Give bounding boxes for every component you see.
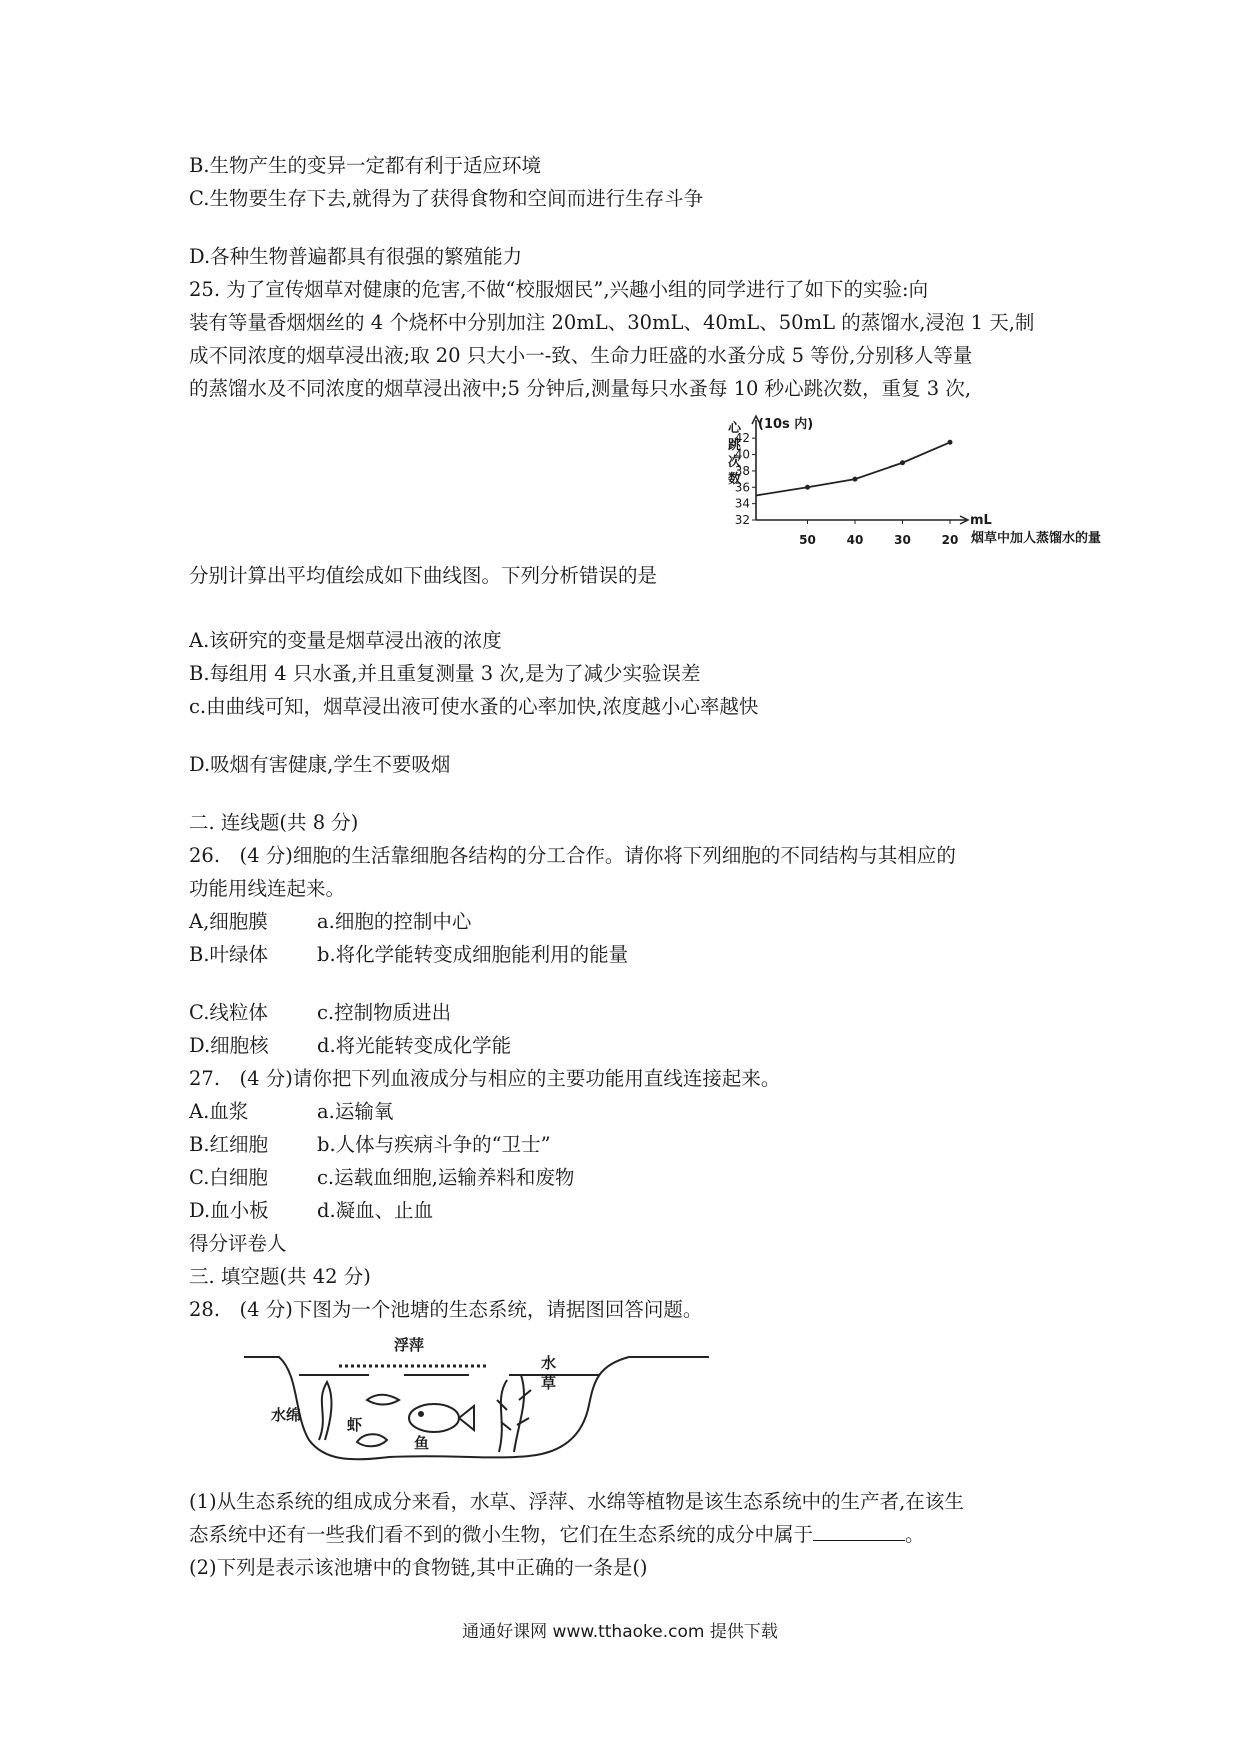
q24-option-d: D.各种生物普遍都具有很强的繁殖能力: [189, 245, 523, 268]
grass-icon: [497, 1375, 531, 1452]
label-fish: 鱼: [414, 1434, 430, 1452]
q27-pair: B.红细胞 b.人体与疾病斗争的“卫士”: [189, 1133, 551, 1156]
shrimp-icon: [357, 1434, 387, 1446]
chart-data-point: [948, 440, 953, 445]
footer: 通通好课网 www.tthaoke.com 提供下载: [462, 1622, 778, 1642]
q25-stem-line-4: 的蒸馏水及不同浓度的烟草浸出液中;5 分钟后,测量每只水蚤每 10 秒心跳次数，重复 3 次,: [189, 377, 972, 400]
q27-pair: A.血浆 a.运输氧: [189, 1100, 394, 1123]
q27-pair: C.白细胞 c.运载血细胞,运输养料和废物: [189, 1166, 575, 1189]
chart-y-tick-label: 40: [734, 447, 750, 462]
section3-heading: 三. 填空题(共 42 分): [189, 1265, 371, 1288]
fish-icon: [409, 1404, 459, 1432]
label-grass-1: 水: [541, 1354, 557, 1372]
q26-pair: B.叶绿体 b.将化学能转变成细胞能利用的能量: [189, 943, 629, 966]
q25-option-b: B.每组用 4 只水蚤,并且重复测量 3 次,是为了减少实验误差: [189, 662, 701, 685]
chart-xlabel: 烟草中加人蒸馏水的量: [971, 531, 1102, 546]
q27-pair: D.血小板 d.凝血、止血: [189, 1199, 434, 1222]
chart-series-line: [756, 442, 950, 495]
q25-stem-line-3: 成不同浓度的烟草浸出液;取 20 只大小一-致、生命力旺盛的水蚤分成 5 等份,分别移人等量: [189, 344, 973, 367]
chart-x-tick-label: 20: [941, 533, 959, 547]
q26-pair: A,细胞膜 a.细胞的控制中心: [189, 910, 472, 933]
label-shrimp: 虾: [347, 1416, 363, 1434]
q28-part2: (2)下列是表示该池塘中的食物链,其中正确的一条是(): [189, 1556, 648, 1579]
chart-title: (10s 内): [758, 417, 814, 432]
chart-x-tick-label: 50: [799, 533, 816, 547]
chart-y-tick-label: 38: [734, 463, 750, 478]
q26-pair: D.细胞核 d.将光能转变成化学能: [189, 1034, 512, 1057]
answer-blank[interactable]: [813, 1524, 905, 1541]
score-label: 得分评卷人: [189, 1232, 287, 1255]
q25-option-d: D.吸烟有害健康,学生不要吸烟: [189, 753, 451, 776]
chart-ylabel-char: 跳: [728, 438, 742, 453]
q26-pair: C.线粒体 c.控制物质进出: [189, 1001, 452, 1024]
q27-stem: 27. (4 分)请你把下列血液成分与相应的主要功能用直线连接起来。: [189, 1067, 781, 1090]
chart-x-tick-label: 30: [894, 533, 911, 547]
chart-data-point: [853, 477, 858, 482]
algae-icon: [319, 1382, 331, 1440]
q25-option-c: c.由曲线可知，烟草浸出液可使水蚤的心率加快,浓度越小心率越快: [189, 695, 759, 718]
heart-rate-chart: [716, 410, 1102, 580]
label-grass-2: 草: [541, 1374, 557, 1392]
chart-x-tick-label: 40: [846, 533, 864, 547]
q26-stem-line-2: 功能用线连起来。: [189, 877, 346, 900]
pond-outline: [244, 1357, 709, 1459]
q28-part1-line2: 态系统中还有一些我们看不到的微小生物，它们在生态系统的成分中属于 。: [189, 1523, 925, 1546]
q26-stem-line-1: 26. (4 分)细胞的生活靠细胞各结构的分工合作。请你将下列细胞的不同结构与其相应的: [189, 844, 956, 867]
q25-option-a: A.该研究的变量是烟草浸出液的浓度: [189, 629, 502, 652]
q25-stem-last: 分别计算出平均值绘成如下曲线图。下列分析错误的是: [189, 564, 658, 587]
q24-option-b: B.生物产生的变异一定都有利于适应环境: [189, 154, 542, 177]
chart-y-tick-label: 42: [734, 431, 750, 446]
q28-stem: 28. (4 分)下图为一个池塘的生态系统，请据图回答问题。: [189, 1298, 703, 1321]
chart-data-point: [900, 460, 905, 465]
chart-ylabel-char: 次: [728, 455, 742, 470]
chart-ylabel-char: 心: [728, 421, 742, 436]
pond-ecosystem-figure: [189, 1330, 719, 1480]
small-fish-icon: [367, 1395, 399, 1405]
chart-x-unit: mL: [970, 513, 992, 528]
chart-y-tick-label: 36: [734, 480, 750, 495]
q24-option-c: C.生物要生存下去,就得为了获得食物和空间而进行生存斗争: [189, 187, 704, 210]
label-algae: 水绵: [271, 1406, 302, 1424]
q28-part1-line1: (1)从生态系统的组成成分来看，水草、浮萍、水绵等植物是该生态系统中的生产者,在该生: [189, 1490, 964, 1513]
chart-y-tick-label: 34: [734, 496, 750, 511]
chart-data-point: [805, 485, 810, 490]
section2-heading: 二. 连线题(共 8 分): [189, 811, 359, 834]
label-duckweed: 浮萍: [394, 1336, 425, 1354]
q25-stem-line-2: 装有等量香烟烟丝的 4 个烧杯中分别加注 20mL、30mL、40mL、50mL 的蒸馏水,浸泡 1 天,制: [189, 311, 1035, 334]
chart-ylabel-char: 数: [728, 472, 742, 487]
chart-y-tick-label: 32: [734, 513, 750, 527]
q25-stem-line-1: 25. 为了宣传烟草对健康的危害,不做“校服烟民”,兴趣小组的同学进行了如下的实验:向: [189, 278, 929, 301]
